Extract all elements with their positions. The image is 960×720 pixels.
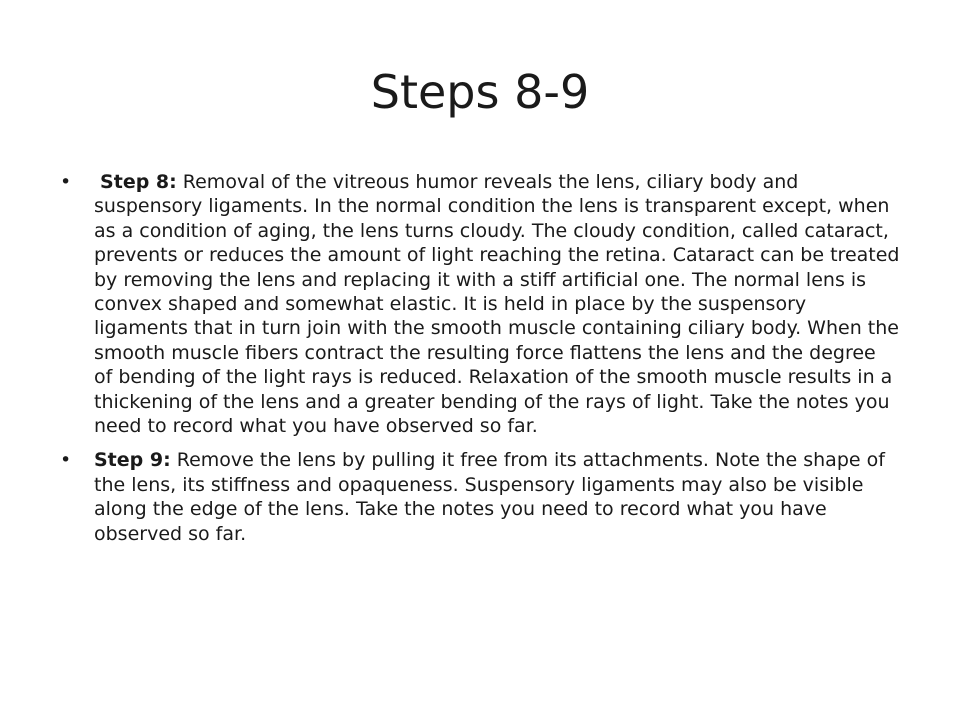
step-label: Step 9: xyxy=(94,449,171,472)
bullet-marker: • xyxy=(60,449,72,472)
step-text: Removal of the vitreous humor reveals the lens, ciliary body and suspensory ligaments. In the normal condition the lens is transparent except, when as a condition of aging, the lens turns cloudy. The cloudy condition, called cataract, prevents or reduces the amount of light reaching the retina. Cataract can be treated by removing the lens and replacing it with a stiff artificial one. The normal lens is convex shaped and somewhat elastic. It is held in place by the suspensory ligaments that in turn join with the smooth muscle containing ciliary body. When the smooth muscle fibers contract the resulting force flattens the lens and the degree of bending of the light rays is reduced. Relaxation of the smooth muscle results in a thickening of the lens and a greater bending of the rays of light. Take the notes you need to record what you have observed so far. xyxy=(94,171,900,438)
slide-title: Steps 8-9 xyxy=(370,65,590,119)
bullet-content xyxy=(94,171,899,437)
step-text: Remove the lens by pulling it free from its attachments. Note the shape of the lens, its stiffness and opaqueness. Suspensory ligaments may also be visible along the edge of the lens. Take the notes you need to record what you have observed so far. xyxy=(94,449,885,545)
bullet-step-9 xyxy=(60,448,900,546)
bullet-marker: • xyxy=(60,171,72,193)
step-label: Step 8: xyxy=(100,171,177,193)
bullet-list xyxy=(60,170,900,556)
bullet-content xyxy=(94,449,885,544)
bullet-step-8 xyxy=(60,170,900,438)
